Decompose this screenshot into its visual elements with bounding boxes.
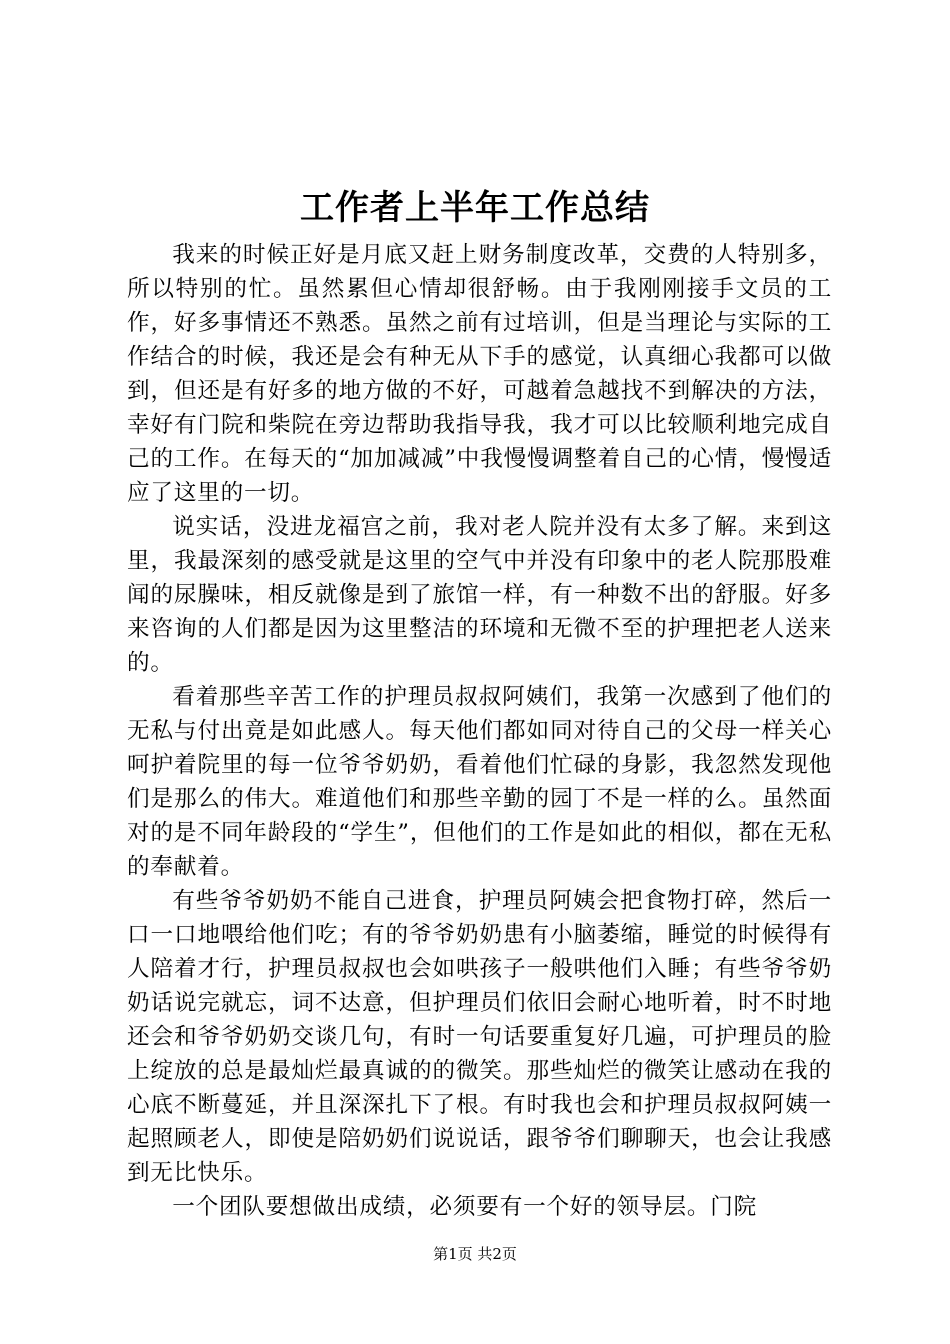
page-number-footer: 第1页 共2页 bbox=[433, 1245, 517, 1263]
paragraph: 看着那些辛苦工作的护理员叔叔阿姨们，我第一次感到了他们的无私与付出竟是如此感人。每天他们都如同对待自己的父母一样关心呵护着院里的每一位爷爷奶奶，看着他们忙碌的身影，我忽然发现他们是那么的伟大。难道他们和那些辛勤的园丁不是一样的么。虽然面对的是不同年龄段的“学生”，但他们的工作是如此的相似，都在无私的奉献着。 bbox=[127, 684, 832, 880]
paragraph: 我来的时候正好是月底又赶上财务制度改革，交费的人特别多，所以特别的忙。虽然累但心情却很舒畅。由于我刚刚接手文员的工作，好多事情还不熟悉。虽然之前有过培训，但是当理论与实际的工作结合的时候，我还是会有种无从下手的感觉，认真细心我都可以做到，但还是有好多的地方做的不好，可越着急越找不到解决的方法，幸好有门院和柴院在旁边帮助我指导我，我才可以比较顺利地完成自己的工作。在每天的“加加减减”中我慢慢调整着自己的心情，慢慢适应了这里的一切。 bbox=[127, 242, 832, 506]
paragraph: 说实话，没进龙福宫之前，我对老人院并没有太多了解。来到这里，我最深刻的感受就是这里的空气中并没有印象中的老人院那股难闻的尿臊味，相反就像是到了旅馆一样，有一种数不出的舒服。好多来咨询的人们都是因为这里整洁的环境和无微不至的护理把老人送来的。 bbox=[127, 514, 832, 676]
paragraph: 有些爷爷奶奶不能自己进食，护理员阿姨会把食物打碎，然后一口一口地喂给他们吃；有的爷爷奶奶患有小脑萎缩，睡觉的时候得有人陪着才行，护理员叔叔也会如哄孩子一般哄他们入睡；有些爷爷奶奶话说完就忘，词不达意，但护理员们依旧会耐心地听着，时不时地还会和爷爷奶奶交谈几句，有时一句话要重复好几遍，可护理员的脸上绽放的总是最灿烂最真诚的的微笑。那些灿烂的微笑让感动在我的心底不断蔓延，并且深深扎下了根。有时我也会和护理员叔叔阿姨一起照顾老人，即使是陪奶奶们说说话，跟爷爷们聊聊天，也会让我感到无比快乐。 bbox=[127, 888, 832, 1186]
paragraph: 一个团队要想做出成绩，必须要有一个好的领导层。门院 bbox=[172, 1194, 758, 1220]
document-title: 工作者上半年工作总结 bbox=[300, 188, 650, 228]
document-body bbox=[127, 238, 832, 1224]
